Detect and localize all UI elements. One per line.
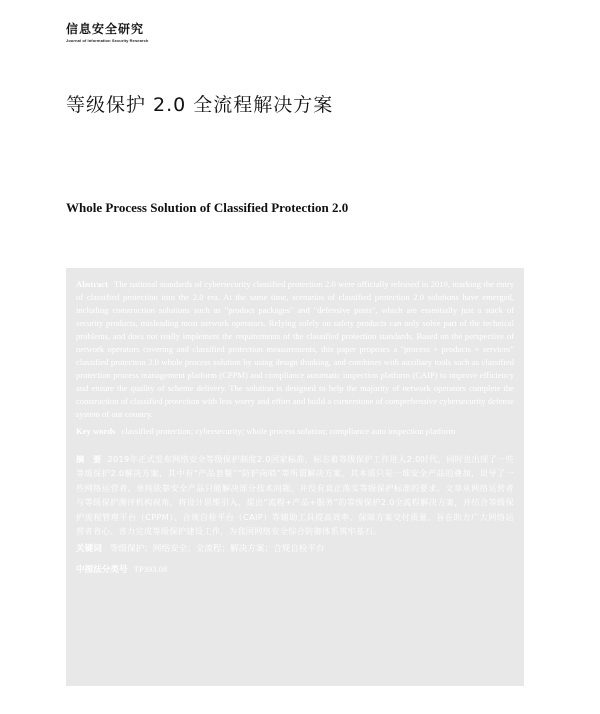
- keywords-cn: [76, 542, 514, 556]
- keywords-en-label: Key words: [76, 426, 116, 436]
- abstract-box: [66, 268, 524, 686]
- keywords-cn-label: 关键词: [76, 544, 102, 555]
- clc-number: [76, 562, 514, 577]
- abstract-cn-text: 2019年正式发布网络安全等级保护制度2.0国家标准，标志着等级保护工作进入2.0时代，同时也出现了一些等级保护2.0解决方案，其中有“产品套餐”“防护岗哨”等所谓解决方案，其本质只是一堆安全产品的叠加，误导了一些网络运营者。单纯依靠安全产品只能解决部分技术问题，并没有真正落实等级保护标准的要求。文章从网络运营者与等级保护测评机构视角，将设计思维引入，提出“流程+产品+服务”的等级保护2.0全流程解决方案，并结合等级保护流程管理平台（CPPM）、合规自检平台（CAIP）等辅助工具提高效率、保障方案交付质量，旨在助力广大网络运营者省心、省力完成等级保护建设工作，为我国网络安全综合防御体系筑牢基石。: [76, 454, 514, 537]
- journal-name-en: Journal of Information Security Research: [66, 38, 149, 43]
- keywords-en-text: classified protection; cybersecurity; whole process solution; compliance auto inspection platform: [121, 426, 456, 436]
- article-title-cn: 等级保护 2.0 全流程解决方案: [66, 94, 334, 116]
- journal-name-cn: 信息安全研究: [66, 22, 145, 36]
- abstract-cn: [76, 452, 514, 538]
- abstract-en-text: The national standards of cybersecurity classified protection 2.0 were officially released in 2019, marking the entry of classified protection into the 2.0 era. At the same time, scenarios of classified protection 2.0 solutions have emerged, including construction solutions such as "product packages" and "defensive posts", which are essentially just a stack of security products, misleading most network operators. Relying solely on safety products can only solve part of the technical problems, and does not really implement the requirements of the classified protection standards. Based on the perspective of network operators covering and classified protection measurements, this paper proposes a "process + products + services" classified protection 2.0 whole process solution by using design thinking, and combines with auxiliary tools such as classified protection process management platform (CPPM) and compliance automatic inspection platform (CAIP) to improve efficiency and ensure the quality of scheme delivery. The solution is designed to help the majority of network operators complete the construction of classified protection with less worry and effort and build a cornerstone of comprehensive cybersecurity defense system of our country.: [76, 279, 514, 419]
- article-title-en: Whole Process Solution of Classified Protection 2.0: [66, 200, 349, 215]
- abstract-en: [76, 278, 514, 421]
- keywords-cn-text: 等级保护；网络安全；全流程；解决方案；合规自检平台: [109, 544, 325, 555]
- journal-logo: [66, 20, 148, 43]
- keywords-en: [76, 425, 514, 438]
- clc-value: TP393.08: [133, 564, 168, 575]
- abstract-en-label: Abstract: [76, 279, 108, 289]
- abstract-cn-label: 摘 要: [76, 454, 102, 464]
- clc-label: 中图法分类号: [76, 565, 128, 576]
